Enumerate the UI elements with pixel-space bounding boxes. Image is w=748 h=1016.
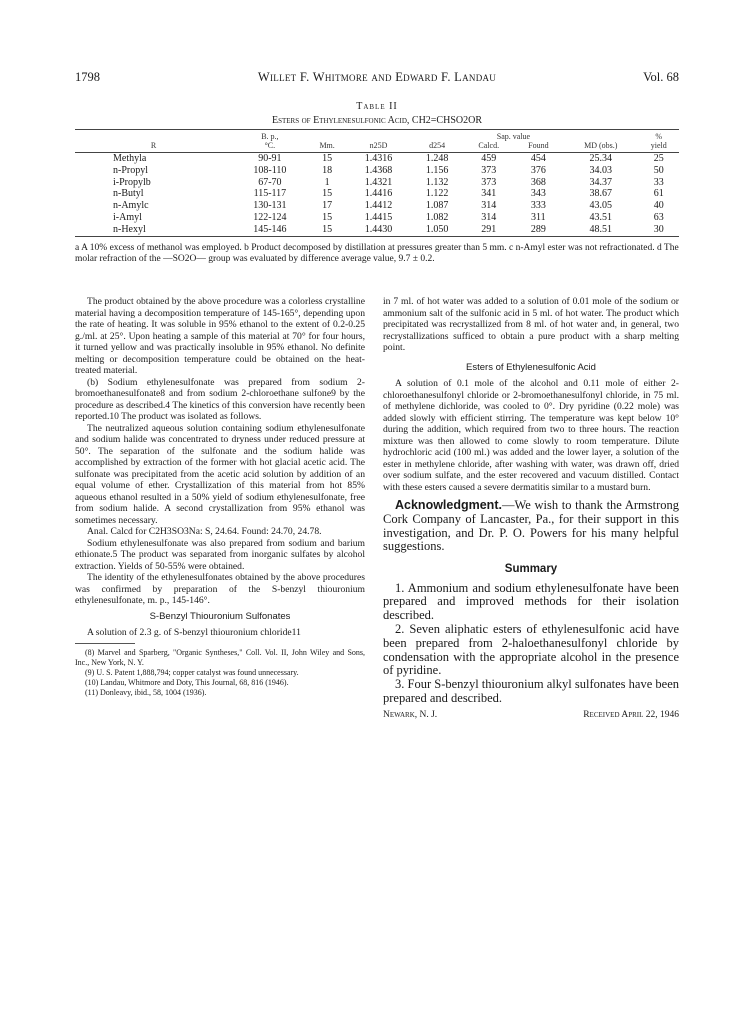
table-footnote: a A 10% excess of methanol was employed. b Product decomposed by distillation at pressures greater than 5 mm. c n-Amyl ester was not refractionated. d The molar refraction of the —SO2O— group was evaluated by difference average value, 9.7 ± 0.2. [75, 243, 679, 264]
authors: Willet F. Whitmore and Edward F. Landau [257, 70, 497, 84]
cell-md: 34.03 [589, 164, 613, 176]
cell-bp: 67-70 [258, 176, 282, 188]
section-heading: Esters of Ethylenesulfonic Acid [466, 361, 596, 373]
cell-yield: 63 [653, 211, 664, 223]
cell-bp: 122-124 [253, 211, 287, 223]
cell-bp: 145-146 [232, 224, 307, 236]
cell-yield: 25 [653, 153, 664, 164]
paragraph: The product obtained by the above procedure was a colorless crystalline material having a decomposition temperature of 145-165°, depending upon the rate of heating. It was soluble in 95% ethanol to the extent of 0.2-0.25 g./ml. at 25°. Upon heating a sample of this material at 70° for four hours, it turned yellow and was practically insoluble in 95% ethanol. No definite melting or decomposition temperature could be obtained on the heat-treated material. [75, 296, 365, 376]
reference: (9) U. S. Patent 1,888,794; copper catalyst was found unnecessary. [85, 667, 299, 677]
cell-r: n-Hexyl [75, 224, 232, 236]
cell-found: 368 [530, 176, 546, 188]
cell-mm: 18 [322, 164, 333, 176]
cell-calcd: 373 [481, 176, 497, 188]
cell-calcd: 314 [481, 211, 497, 223]
cell-d: 1.248 [425, 153, 449, 164]
th-r: R [75, 141, 232, 153]
th-found: Found [514, 141, 563, 153]
cell-calcd: 373 [481, 164, 497, 176]
cell-calcd: 459 [481, 153, 497, 164]
ack-heading: Acknowledgment. [395, 498, 502, 512]
volume: Vol. 68 [643, 70, 679, 84]
cell-md: 43.51 [589, 211, 613, 223]
left-column [75, 296, 365, 698]
cell-d: 1.156 [425, 164, 449, 176]
cell-d: 1.087 [425, 200, 449, 212]
paragraph: The identity of the ethylenesulfonates obtained by the above procedures was confirmed by preparation of the S-benzyl thiouronium ethylenesulfonate, m. p., 145-146°. [75, 572, 365, 606]
cell-found: 376 [530, 164, 546, 176]
cell-bp: 115-117 [253, 188, 287, 200]
cell-found: 343 [530, 188, 546, 200]
table-row [75, 153, 679, 165]
footnote-rule [75, 643, 135, 644]
cell-found: 289 [514, 224, 563, 236]
cell-nd: 1.4316 [364, 153, 393, 164]
reference: (11) Donleavy, ibid., 58, 1004 (1936). [85, 687, 207, 697]
th-mm: Mm. [308, 141, 347, 153]
esters-table [75, 129, 679, 237]
cell-nd: 1.4415 [364, 211, 393, 223]
cell-mm: 15 [322, 188, 333, 200]
right-column [383, 296, 679, 721]
table-row [75, 212, 679, 224]
received-date: Received April 22, 1946 [583, 709, 679, 720]
th-bp: °C. [232, 141, 307, 153]
cell-nd: 1.4368 [364, 164, 393, 176]
paragraph: Sodium ethylenesulfonate was also prepared from sodium and barium ethionate.5 The product was separated from inorganic sulfates by alcohol extraction. Yields of 50-55% were obtained. [75, 537, 365, 572]
cell-nd: 1.4412 [364, 200, 393, 212]
paragraph: in 7 ml. of hot water was added to a solution of 0.01 mole of the sodium or ammonium salt of the sulfonic acid in 5 ml. of hot water. The product which precipitated was recrystallized from 8 ml. of hot water and, in general, two recrystallizations sufficed to obtain a pure product with a sharp melting point. [383, 296, 679, 353]
th-bp-top: B. p., [232, 130, 307, 142]
cell-found: 333 [530, 200, 546, 212]
table-row [75, 165, 679, 177]
cell-d: 1.132 [425, 176, 449, 188]
cell-r: i-Amyl [113, 211, 142, 223]
cell-calcd: 341 [481, 188, 497, 200]
table-caption: Table II [356, 101, 398, 112]
analysis-line: Anal. Calcd for C2H3SO3Na: S, 24.64. Found: 24.70, 24.78. [87, 526, 322, 537]
summary-item: 2. Seven aliphatic esters of ethylenesulfonic acid have been prepared from 2-haloethanesulfonyl chloride by condensation with the appropriate alcohol in the presence of pyridine. [383, 622, 679, 678]
summary-item: 3. Four S-benzyl thiouronium alkyl sulfonates have been prepared and described. [383, 677, 679, 706]
table-row [75, 188, 679, 200]
paragraph: (b) Sodium ethylenesulfonate was prepared from sodium 2-bromoethanesulfonate8 and from sodium 2-chloroethane sulfone9 by the procedure as described.4 The kinetics of this conversion have recently been reported.10 The product was isolated as follows. [75, 376, 365, 422]
paragraph: The neutralized aqueous solution containing sodium ethylenesulfonate and sodium halide was concentrated to dryness under reduced pressure at 50°. The separation of the sulfonate and the sodium halide was accomplished by extraction of the former with hot glacial acetic acid. The sulfonate was precipitated from the acetic acid solution by addition of an equal volume of ether. Crystallization of this material from hot 85% aqueous ethanol resulted in a 50% yield of sodium ethylenesulfonate, free from sodium halide. A second crystallization from 95% ethanol was sometimes necessary. [75, 422, 365, 526]
th-d: d254 [410, 141, 464, 153]
th-r-blank [75, 130, 232, 142]
dateline [383, 710, 679, 722]
cell-r: n-Butyl [113, 188, 144, 200]
cell-d: 1.082 [425, 211, 449, 223]
cell-bp: 108-110 [253, 164, 287, 176]
paragraph: A solution of 2.3 g. of S-benzyl thiouronium chloride11 [87, 627, 301, 638]
cell-bp: 90-91 [258, 153, 282, 164]
cell-r: i-Propylb [113, 176, 151, 188]
table-row [75, 177, 679, 189]
th-yield-top: % [639, 130, 679, 142]
cell-bp: 130-131 [253, 200, 287, 212]
cell-found: 454 [530, 153, 546, 164]
paragraph: A solution of 0.1 mole of the alcohol and 0.11 mole of either 2-chloroethanesulfonyl chloride or 2-bromoethanesulfonyl chloride, in 75 ml. of methylene dichloride, was cooled to 0°. Dry pyridine (0.22 mole) was added slowly with efficient stirring. The temperature was kept below 10° during the addition, which required from two to three hours. The reaction mixture was then allowed to come slowly to room temperature. Dilute hydrochloric acid (100 ml.) was added and the lower layer, a solution of the ester in methylene chloride, after washing with water, was drawn off, dried over sodium sulfate, and the ester recovered and vacuum distilled. Contact with these esters caused a severe dermatitis similar to a mustard burn. [383, 378, 679, 493]
cell-d: 1.050 [410, 224, 464, 236]
cell-nd: 1.4430 [347, 224, 411, 236]
th-nd: n25D [347, 141, 411, 153]
cell-md: 38.67 [589, 188, 613, 200]
cell-mm: 15 [322, 153, 333, 164]
references [75, 648, 365, 698]
cell-r: n-Amylc [113, 200, 149, 212]
cell-md: 43.05 [589, 200, 613, 212]
cell-nd: 1.4321 [364, 176, 393, 188]
th-calcd: Calcd. [464, 141, 514, 153]
cell-yield: 40 [653, 200, 664, 212]
summary-item: 1. Ammonium and sodium ethylenesulfonate have been prepared and improved methods for their isolation described. [383, 580, 679, 623]
table-title: Esters of Ethylenesulfonic Acid, CH2=CHSO2OR [272, 115, 482, 126]
reference: (10) Landau, Whitmore and Doty, This Journal, 68, 816 (1946). [85, 677, 289, 687]
th-yield: yield [639, 141, 679, 153]
summary-heading: Summary [504, 563, 558, 576]
cell-yield: 61 [653, 188, 664, 200]
table-row [75, 200, 679, 212]
cell-calcd: 291 [464, 224, 514, 236]
cell-md: 48.51 [563, 224, 638, 236]
place: Newark, N. J. [383, 709, 438, 720]
cell-yield: 50 [653, 164, 664, 176]
cell-mm: 15 [322, 211, 333, 223]
cell-mm: 17 [322, 200, 333, 212]
th-md: MD (obs.) [563, 141, 638, 153]
th-sap-top: Sap. value [464, 130, 563, 142]
page-number: 1798 [75, 70, 100, 84]
section-heading: S-Benzyl Thiouronium Sulfonates [149, 610, 291, 622]
ack-text: —We wish to thank the Armstrong Cork Company of Lancaster, Pa., for their support in this investigation, and Dr. P. O. Powers for his many helpful suggestions. [383, 498, 679, 554]
cell-yield: 30 [639, 224, 679, 236]
acknowledgment [383, 499, 679, 554]
cell-d: 1.122 [425, 188, 449, 200]
cell-r: Methyla [113, 153, 147, 164]
cell-found: 311 [531, 211, 546, 223]
cell-r: n-Propyl [113, 164, 148, 176]
cell-calcd: 314 [481, 200, 497, 212]
table-row [75, 224, 679, 236]
cell-md: 34.37 [589, 176, 613, 188]
cell-yield: 33 [653, 176, 664, 188]
cell-md: 25.34 [589, 153, 613, 164]
cell-mm: 1 [324, 176, 330, 188]
cell-mm: 15 [308, 224, 347, 236]
reference: (8) Marvel and Sparberg, "Organic Syntheses," Coll. Vol. II, John Wiley and Sons, Inc., New York, N. Y. [75, 647, 365, 667]
cell-nd: 1.4416 [364, 188, 393, 200]
